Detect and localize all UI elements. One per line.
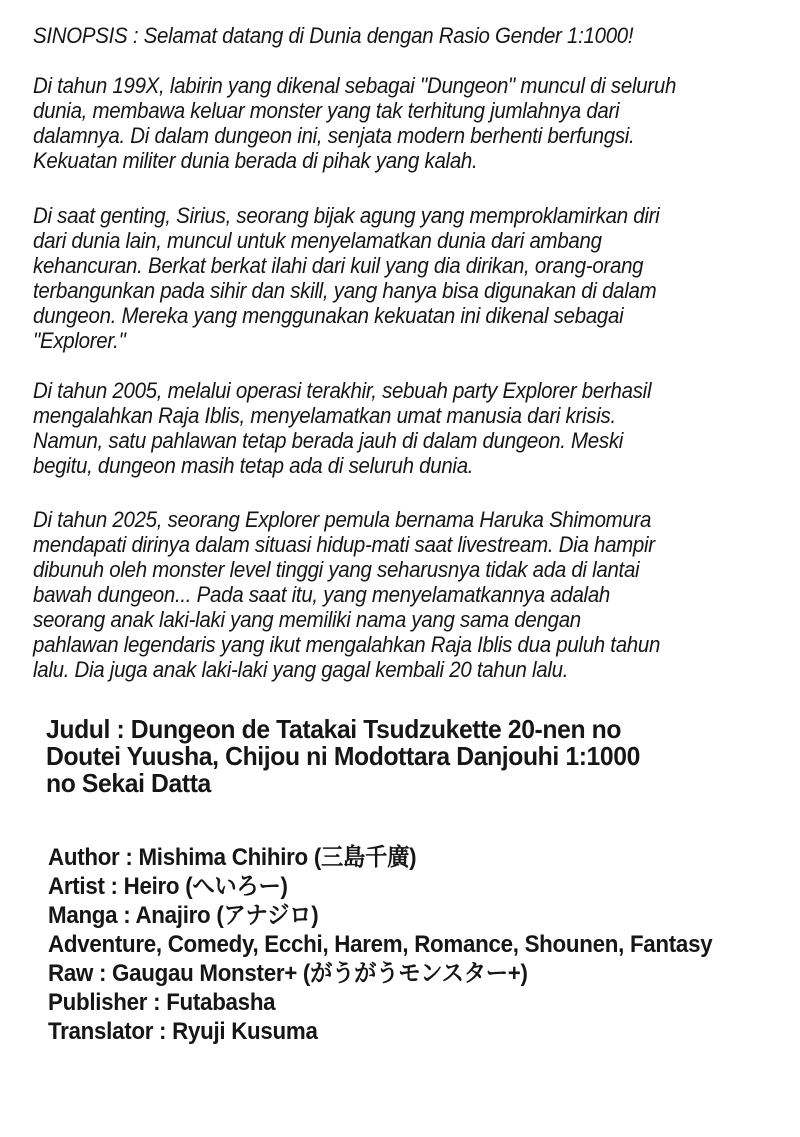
synopsis-line: Di tahun 199X, labirin yang dikenal sebagai "Dungeon" muncul di seluruh [33,73,677,98]
synopsis-paragraph-1 [33,73,676,173]
synopsis-line: dalamnya. Di dalam dungeon ini, senjata modern berhenti berfungsi. [33,123,635,148]
synopsis-line: kehancuran. Berkat berkat ilahi dari kuil yang dia dirikan, orang-orang [33,253,644,278]
synopsis-line: bawah dungeon... Pada saat itu, yang menyelamatkannya adalah [33,582,611,607]
synopsis-paragraph-2 [33,203,659,353]
title-line: Doutei Yuusha, Chijou ni Modottara Danjouhi 1:1000 [46,741,641,771]
synopsis-line: "Explorer." [33,328,126,353]
synopsis-line: dunia, membawa keluar monster yang tak terhitung jumlahnya dari [33,98,620,123]
synopsis-heading [33,23,633,48]
synopsis-line: Namun, satu pahlawan tetap berada jauh di dalam dungeon. Meski [33,428,624,453]
credit-publisher: Publisher : Futabasha [48,989,276,1016]
synopsis-line: Di tahun 2025, seorang Explorer pemula bernama Haruka Shimomura [33,507,652,532]
series-title [46,716,640,797]
credit-author: Author : Mishima Chihiro (三島千廣) [48,844,417,871]
synopsis-line: dibunuh oleh monster level tinggi yang seharusnya tidak ada di lantai [33,557,640,582]
synopsis-line: pahlawan legendaris yang ikut mengalahkan Raja Iblis dua puluh tahun [33,632,661,657]
title-line: no Sekai Datta [46,768,211,798]
synopsis-heading-line: SINOPSIS : Selamat datang di Dunia dengan Rasio Gender 1:1000! [33,23,634,48]
synopsis-line: Di saat genting, Sirius, seorang bijak agung yang memproklamirkan diri [33,203,660,228]
synopsis-line: terbangunkan pada sihir dan skill, yang hanya bisa digunakan di dalam [33,278,657,303]
synopsis-line: Kekuatan militer dunia berada di pihak yang kalah. [33,148,478,173]
synopsis-line: seorang anak laki-laki yang memiliki nama yang sama dengan [33,607,581,632]
synopsis-line: begitu, dungeon masih tetap ada di seluruh dunia. [33,453,474,478]
synopsis-line: Di tahun 2005, melalui operasi terakhir, sebuah party Explorer berhasil [33,378,652,403]
credit-genres: Adventure, Comedy, Ecchi, Harem, Romance, Shounen, Fantasy [48,931,713,958]
synopsis-line: dungeon. Mereka yang menggunakan kekuatan ini dikenal sebagai [33,303,624,328]
synopsis-line: lalu. Dia juga anak laki-laki yang gagal kembali 20 tahun lalu. [33,657,569,682]
synopsis-paragraph-4 [33,507,660,682]
synopsis-line: mengalahkan Raja Iblis, menyelamatkan umat manusia dari krisis. [33,403,616,428]
credit-raw: Raw : Gaugau Monster+ (がうがうモンスター+) [48,960,528,987]
synopsis-paragraph-3 [33,378,651,478]
credit-translator: Translator : Ryuji Kusuma [48,1018,318,1045]
synopsis-line: mendapati dirinya dalam situasi hidup-mati saat livestream. Dia hampir [33,532,655,557]
credit-artist: Artist : Heiro (へいろー) [48,873,288,900]
credits [48,843,712,1046]
credit-manga: Manga : Anajiro (アナジロ) [48,902,319,929]
title-line: Judul : Dungeon de Tatakai Tsudzukette 20-nen no [46,714,622,744]
synopsis-line: dari dunia lain, muncul untuk menyelamatkan dunia dari ambang [33,228,602,253]
